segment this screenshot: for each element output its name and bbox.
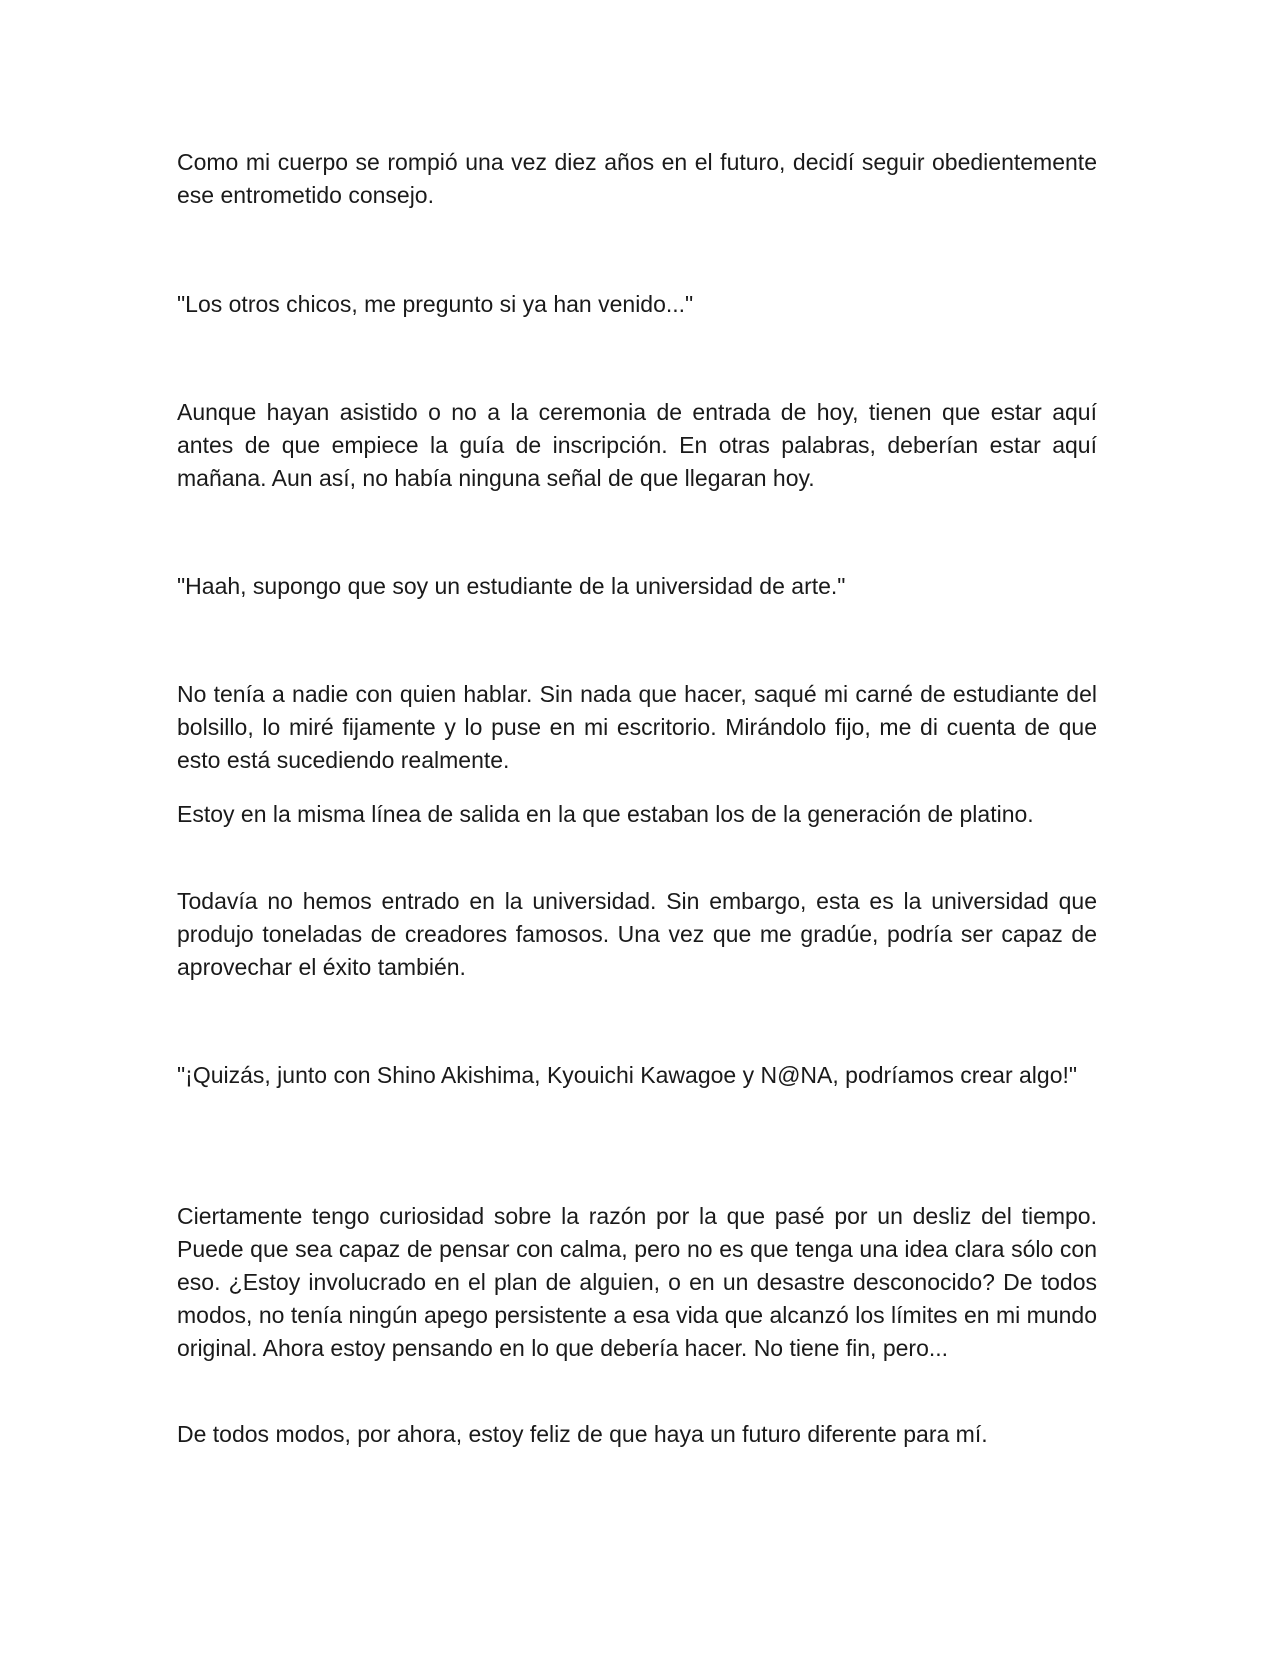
paragraph-9: Ciertamente tengo curiosidad sobre la razón por la que pasé por un desliz del tiempo. Puede que sea capaz de pensar con calma, pero no es que tenga una idea clara sólo con eso. ¿Estoy involucrado en el plan de alguien, o en un desastre desconocido? De todos modos, no tenía ningún apego persistente a esa vida que alcanzó los límites en mi mundo original. Ahora estoy pensando en lo que debería hacer. No tiene fin, pero... <box>177 1203 1097 1361</box>
paragraph-8-dialogue: "¡Quizás, junto con Shino Akishima, Kyouichi Kawagoe y N@NA, podríamos crear algo!" <box>177 1062 1078 1088</box>
paragraph-6: Estoy en la misma línea de salida en la que estaban los de la generación de platino. <box>177 801 1034 827</box>
paragraph-4-dialogue: "Haah, supongo que soy un estudiante de la universidad de arte." <box>177 573 846 599</box>
paragraph-7: Todavía no hemos entrado en la universidad. Sin embargo, esta es la universidad que produjo toneladas de creadores famosos. Una vez que me gradúe, podría ser capaz de aprovechar el éxito también. <box>177 888 1097 980</box>
paragraph-5: No tenía a nadie con quien hablar. Sin nada que hacer, saqué mi carné de estudiante del bolsillo, lo miré fijamente y lo puse en mi escritorio. Mirándolo fijo, me di cuenta de que esto está sucediendo realmente. <box>177 681 1097 773</box>
paragraph-10: De todos modos, por ahora, estoy feliz de que haya un futuro diferente para mí. <box>177 1421 988 1447</box>
paragraph-1: Como mi cuerpo se rompió una vez diez años en el futuro, decidí seguir obedientemente ese entrometido consejo. <box>177 149 1097 208</box>
paragraph-3: Aunque hayan asistido o no a la ceremonia de entrada de hoy, tienen que estar aquí antes de que empiece la guía de inscripción. En otras palabras, deberían estar aquí mañana. Aun así, no había ninguna señal de que llegaran hoy. <box>177 399 1097 491</box>
paragraph-2-dialogue: "Los otros chicos, me pregunto si ya han venido..." <box>177 291 694 317</box>
